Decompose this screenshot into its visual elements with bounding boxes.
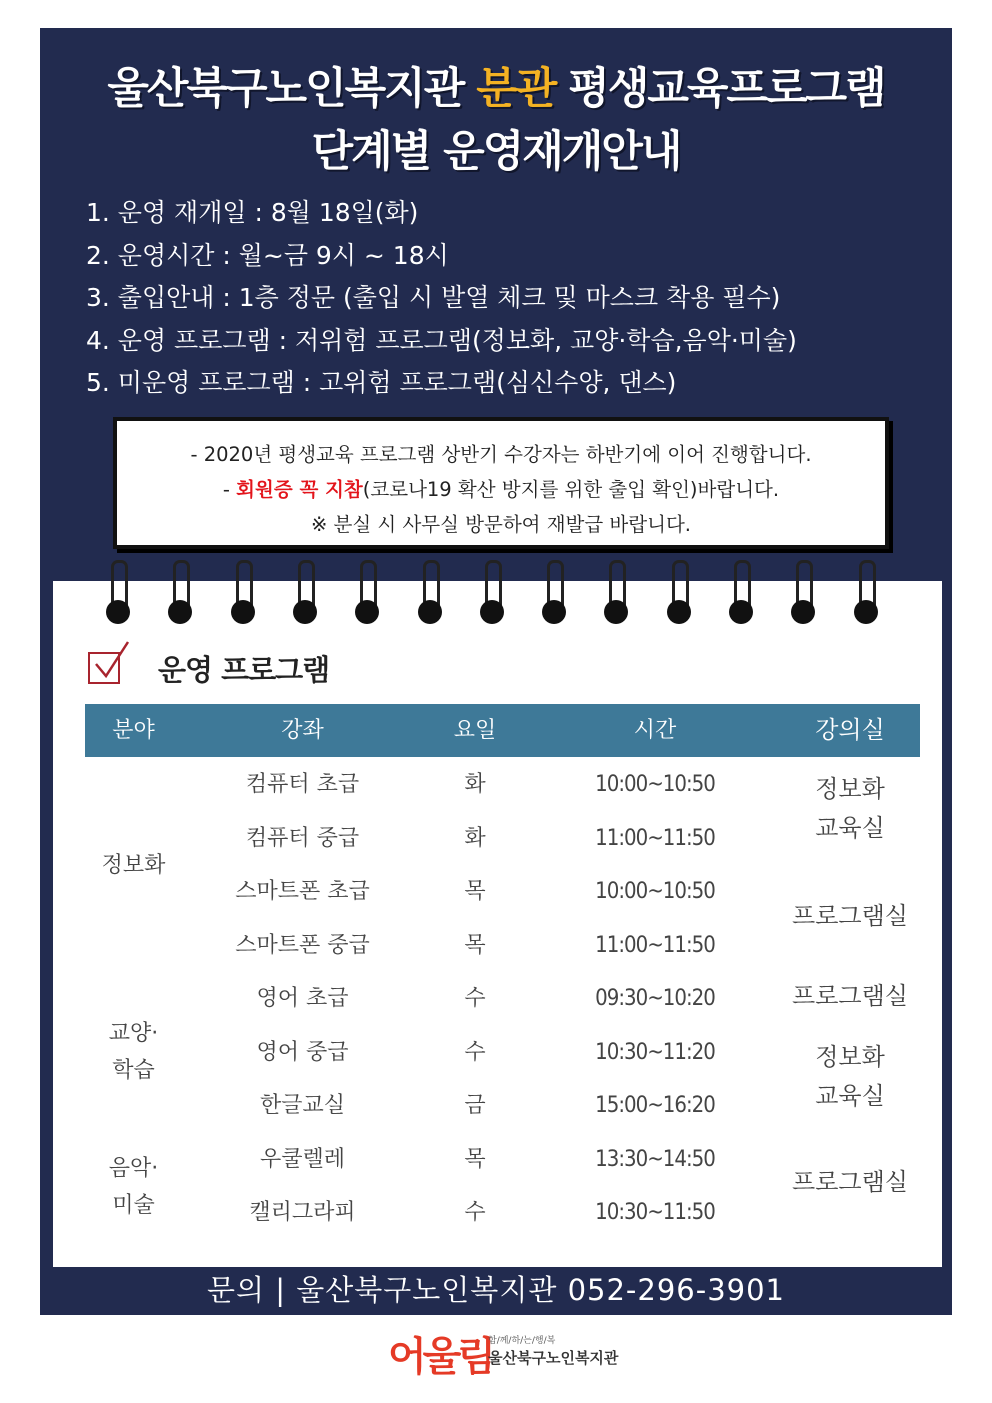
header-field: 분야 <box>112 718 155 743</box>
cell-time: 09:30~10:20 <box>595 986 715 1011</box>
header-room: 강의실 <box>815 716 885 744</box>
category-music-art: 음악· 미술 <box>108 1156 159 1218</box>
logo <box>388 1325 628 1385</box>
cell-course: 컴퓨터 중급 <box>245 825 360 851</box>
info-item-reopen-date: 1. 운영 재개일 : 8월 18일(화) <box>86 198 419 227</box>
binder-ring <box>604 560 628 622</box>
logo-name: 울산북구노인복지관 <box>488 1349 619 1367</box>
cell-day: 수 <box>464 1039 486 1065</box>
notice-line-1: - 2020년 평생교육 프로그램 상반기 수강자는 하반기에 이어 진행합니다. <box>190 443 812 466</box>
cell-course: 우쿨렐레 <box>259 1146 345 1172</box>
cell-time: 13:30~14:50 <box>595 1146 715 1172</box>
info-item-closed-programs: 5. 미운영 프로그램 : 고위험 프로그램(심신수양, 댄스) <box>86 368 677 397</box>
cell-course: 한글교실 <box>259 1093 345 1118</box>
cell-day: 목 <box>464 879 486 904</box>
info-item-programs: 4. 운영 프로그램 : 저위험 프로그램(정보화, 교양·학습,음악·미술) <box>86 325 797 355</box>
cell-course: 캘리그라피 <box>249 1200 356 1225</box>
ring-hole <box>791 600 815 624</box>
binder-ring <box>168 560 192 622</box>
cell-course: 컴퓨터 초급 <box>245 772 360 797</box>
binder-ring <box>542 560 566 622</box>
cell-time: 11:00~11:50 <box>595 932 715 958</box>
cell-course: 영어 중급 <box>256 1039 349 1065</box>
binder-ring <box>231 560 255 622</box>
cell-day: 목 <box>464 1146 486 1172</box>
room-program-3: 프로그램실 <box>792 1168 908 1196</box>
room-program-1: 프로그램실 <box>792 902 908 930</box>
ring-hole <box>106 600 130 624</box>
room-program-2: 프로그램실 <box>792 982 908 1010</box>
checkmark-icon <box>92 640 132 680</box>
table-header <box>85 704 920 757</box>
cell-day: 수 <box>464 1200 486 1225</box>
binder-ring <box>355 560 379 622</box>
cell-day: 목 <box>464 932 486 958</box>
ring-hole <box>729 600 753 624</box>
cell-day: 화 <box>464 772 486 797</box>
ring-hole <box>542 600 566 624</box>
cell-time: 15:00~16:20 <box>595 1093 715 1118</box>
room-info-lab-1: 정보화 교육실 <box>815 775 885 842</box>
info-list <box>86 192 797 405</box>
binder-ring <box>729 560 753 622</box>
header-time: 시간 <box>633 718 677 743</box>
cell-time: 10:00~10:50 <box>595 879 715 904</box>
binder-rings <box>0 560 992 630</box>
cell-day: 수 <box>464 986 486 1011</box>
logo-tagline: 함/께/하/는/행/복 <box>488 1336 556 1346</box>
cell-time: 10:00~10:50 <box>595 772 715 797</box>
binder-ring <box>106 560 130 622</box>
ring-hole <box>231 600 255 624</box>
category-info: 정보화 <box>101 853 166 878</box>
binder-ring <box>480 560 504 622</box>
header-day: 요일 <box>453 718 497 743</box>
ring-hole <box>355 600 379 624</box>
binder-ring <box>667 560 691 622</box>
cell-course: 스마트폰 초급 <box>235 879 370 904</box>
title-highlight: 분관 <box>476 64 556 114</box>
header-course: 강좌 <box>281 718 324 743</box>
cell-time: 11:00~11:50 <box>595 825 715 851</box>
binder-ring <box>854 560 878 622</box>
checkbox-icon <box>88 652 120 684</box>
notice-line-3: ※ 분실 시 사무실 방문하여 재발급 바랍니다. <box>311 513 691 536</box>
cell-course: 영어 초급 <box>256 986 349 1011</box>
ring-hole <box>480 600 504 624</box>
logo-mark: 어울림 <box>388 1334 492 1380</box>
section-header <box>88 646 329 690</box>
cell-day: 금 <box>464 1093 486 1118</box>
binder-ring <box>418 560 442 622</box>
title-line-2: 단계별 운영재개안내 <box>311 127 681 177</box>
binder-ring <box>791 560 815 622</box>
ring-hole <box>604 600 628 624</box>
cell-time: 10:30~11:20 <box>595 1039 715 1065</box>
room-info-lab-2: 정보화 교육실 <box>815 1043 885 1110</box>
ring-hole <box>418 600 442 624</box>
notice-line-2: - 회원증 꼭 지참(코로나19 확산 방지를 위한 출입 확인)바랍니다. <box>222 478 780 501</box>
title-line-1: 울산북구노인복지관 분관 평생교육프로그램 <box>107 64 885 114</box>
ring-hole <box>168 600 192 624</box>
section-title: 운영 프로그램 <box>158 652 330 687</box>
info-item-hours: 2. 운영시간 : 월~금 9시 ~ 18시 <box>86 240 449 270</box>
cell-course: 스마트폰 중급 <box>235 932 370 958</box>
cell-day: 화 <box>464 825 486 851</box>
ring-hole <box>667 600 691 624</box>
category-culture: 교양· 학습 <box>108 1021 159 1083</box>
contact-info: 문의 | 울산북구노인복지관 052-296-3901 <box>206 1273 785 1307</box>
ring-hole <box>854 600 878 624</box>
notice-box <box>113 417 889 549</box>
binder-ring <box>293 560 317 622</box>
notice-highlight: 회원증 꼭 지참 <box>236 478 363 501</box>
ring-hole <box>293 600 317 624</box>
cell-time: 10:30~11:50 <box>595 1200 715 1225</box>
info-item-entrance: 3. 출입안내 : 1층 정문 (출입 시 발열 체크 및 마스크 착용 필수) <box>86 283 781 312</box>
